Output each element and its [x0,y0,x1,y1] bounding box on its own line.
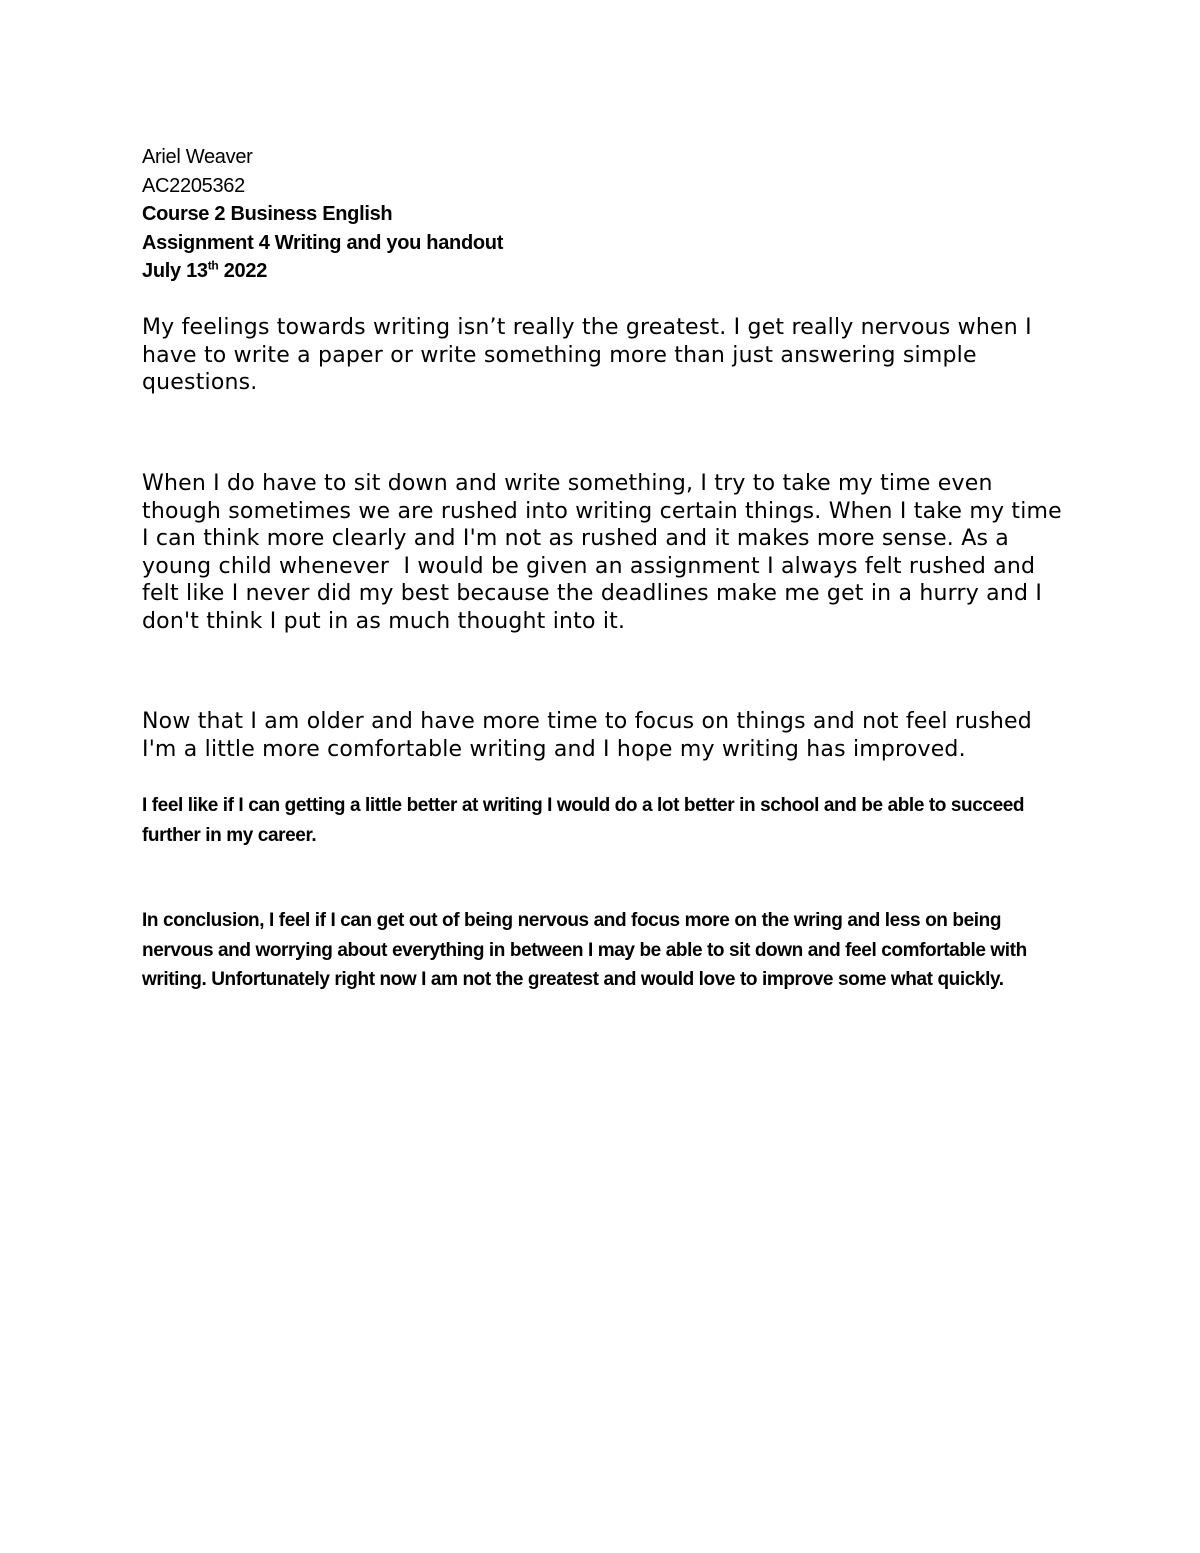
paragraph-feelings: My feelings towards writing isn’t really the greatest. I get really nervous when I have to write a paper or write something more than just answering simple questions. [142,315,1032,395]
course-title: Course 2 Business English [142,203,393,225]
paragraph-career: I feel like if I can getting a little better at writing I would do a lot better in school and be able to succeed further in my career. [142,795,1025,846]
document-header [142,143,1042,286]
paragraph-conclusion: In conclusion, I feel if I can get out of being nervous and focus more on the wring and less on being nervous and worrying about everything in between I may be able to sit down and feel comfortable with writing. Unfortunately right now I am not the greatest and would love to improve some what quickly. [142,910,1027,990]
author-name: Ariel Weaver [142,146,253,168]
student-id: AC2205362 [142,174,245,197]
assignment-title: Assignment 4 Writing and you handout [142,231,504,254]
date-month-day: July 13 [142,260,208,282]
paragraph-taking-time: When I do have to sit down and write something, I try to take my time even though sometimes we are rushed into writing certain things. When I take my time I can think more clearly and I'm not as rushed and it makes more sense. As a young child whenever I would be given an assignment I always felt rushed and felt like I never did my best because the deadlines make me get in a hurry and I don't think I put in as much thought into it. [142,471,1070,634]
date-year: 2022 [218,260,268,282]
paragraph-now-older: Now that I am older and have more time to focus on things and not feel rushed I'm a little more comfortable writing and I hope my writing has improved. [142,709,1032,762]
date-ordinal-suffix: th [207,258,219,273]
document-date [142,257,1042,286]
